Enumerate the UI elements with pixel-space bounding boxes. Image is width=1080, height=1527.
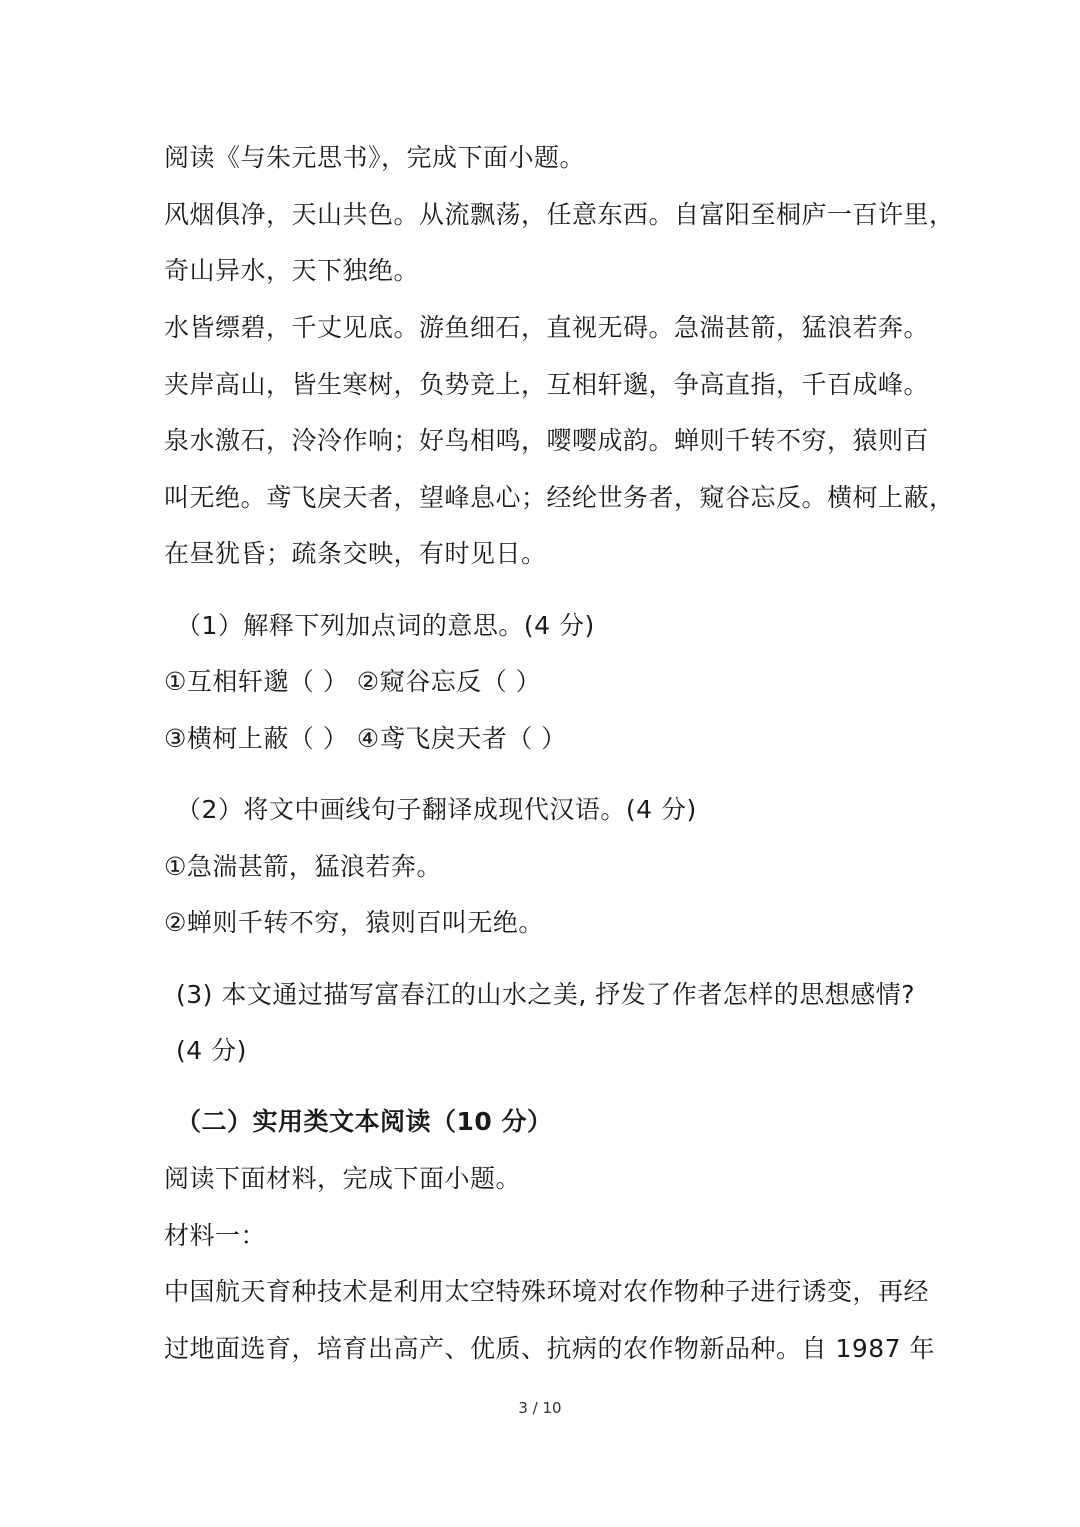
passage-line-3: 水皆缥碧，千丈见底。游鱼细石，直视无碍。急湍甚箭，猛浪若奔。 <box>164 313 930 342</box>
question-1: （1）解释下列加点词的意思。(4 分) <box>176 611 595 640</box>
question-2-item-2: ②蝉则千转不穷，猿则百叫无绝。 <box>164 908 544 937</box>
passage-line-6: 叫无绝。鸢飞戾天者，望峰息心；经纶世务者，窥谷忘反。横柯上蔽， <box>164 483 955 512</box>
question-1-items-b: ③横柯上蔽（ ） ④鸢飞戾天者（ ） <box>164 724 567 753</box>
question-2: （2）将文中画线句子翻译成现代汉语。(4 分) <box>176 795 697 824</box>
passage-line-4: 夹岸高山，皆生寒树，负势竞上，互相轩邈，争高直指，千百成峰。 <box>164 370 930 399</box>
passage-line-5: 泉水激石，泠泠作响；好鸟相鸣，嘤嘤成韵。蝉则千转不穷，猿则百 <box>164 426 930 455</box>
section-instruction: 阅读下面材料，完成下面小题。 <box>164 1164 522 1193</box>
material-line-1: 中国航天育种技术是利用太空特殊环境对农作物种子进行诱变，再经 <box>164 1277 930 1306</box>
question-3-score: (4 分) <box>176 1036 247 1065</box>
question-2-item-1: ①急湍甚箭，猛浪若奔。 <box>164 852 442 881</box>
passage-line-7: 在昼犹昏；疏条交映，有时见日。 <box>164 539 547 568</box>
material-label: 材料一： <box>164 1221 267 1250</box>
passage-line-1: 风烟俱净，天山共色。从流飘荡，任意东西。自富阳至桐庐一百许里， <box>164 200 955 229</box>
question-1-items-a: ①互相轩邈（ ） ②窥谷忘反（ ） <box>164 667 542 696</box>
page-number: 3 / 10 <box>518 1399 562 1417</box>
material-line-2: 过地面选育，培育出高产、优质、抗病的农作物新品种。自 1987 年 <box>164 1334 936 1363</box>
reading-instruction: 阅读《与朱元思书》，完成下面小题。 <box>164 143 586 172</box>
section-heading: （二）实用类文本阅读（10 分） <box>176 1107 553 1136</box>
passage-line-2: 奇山异水，天下独绝。 <box>164 256 420 285</box>
question-3: (3) 本文通过描写富春江的山水之美, 抒发了作者怎样的思想感情? <box>176 980 916 1009</box>
